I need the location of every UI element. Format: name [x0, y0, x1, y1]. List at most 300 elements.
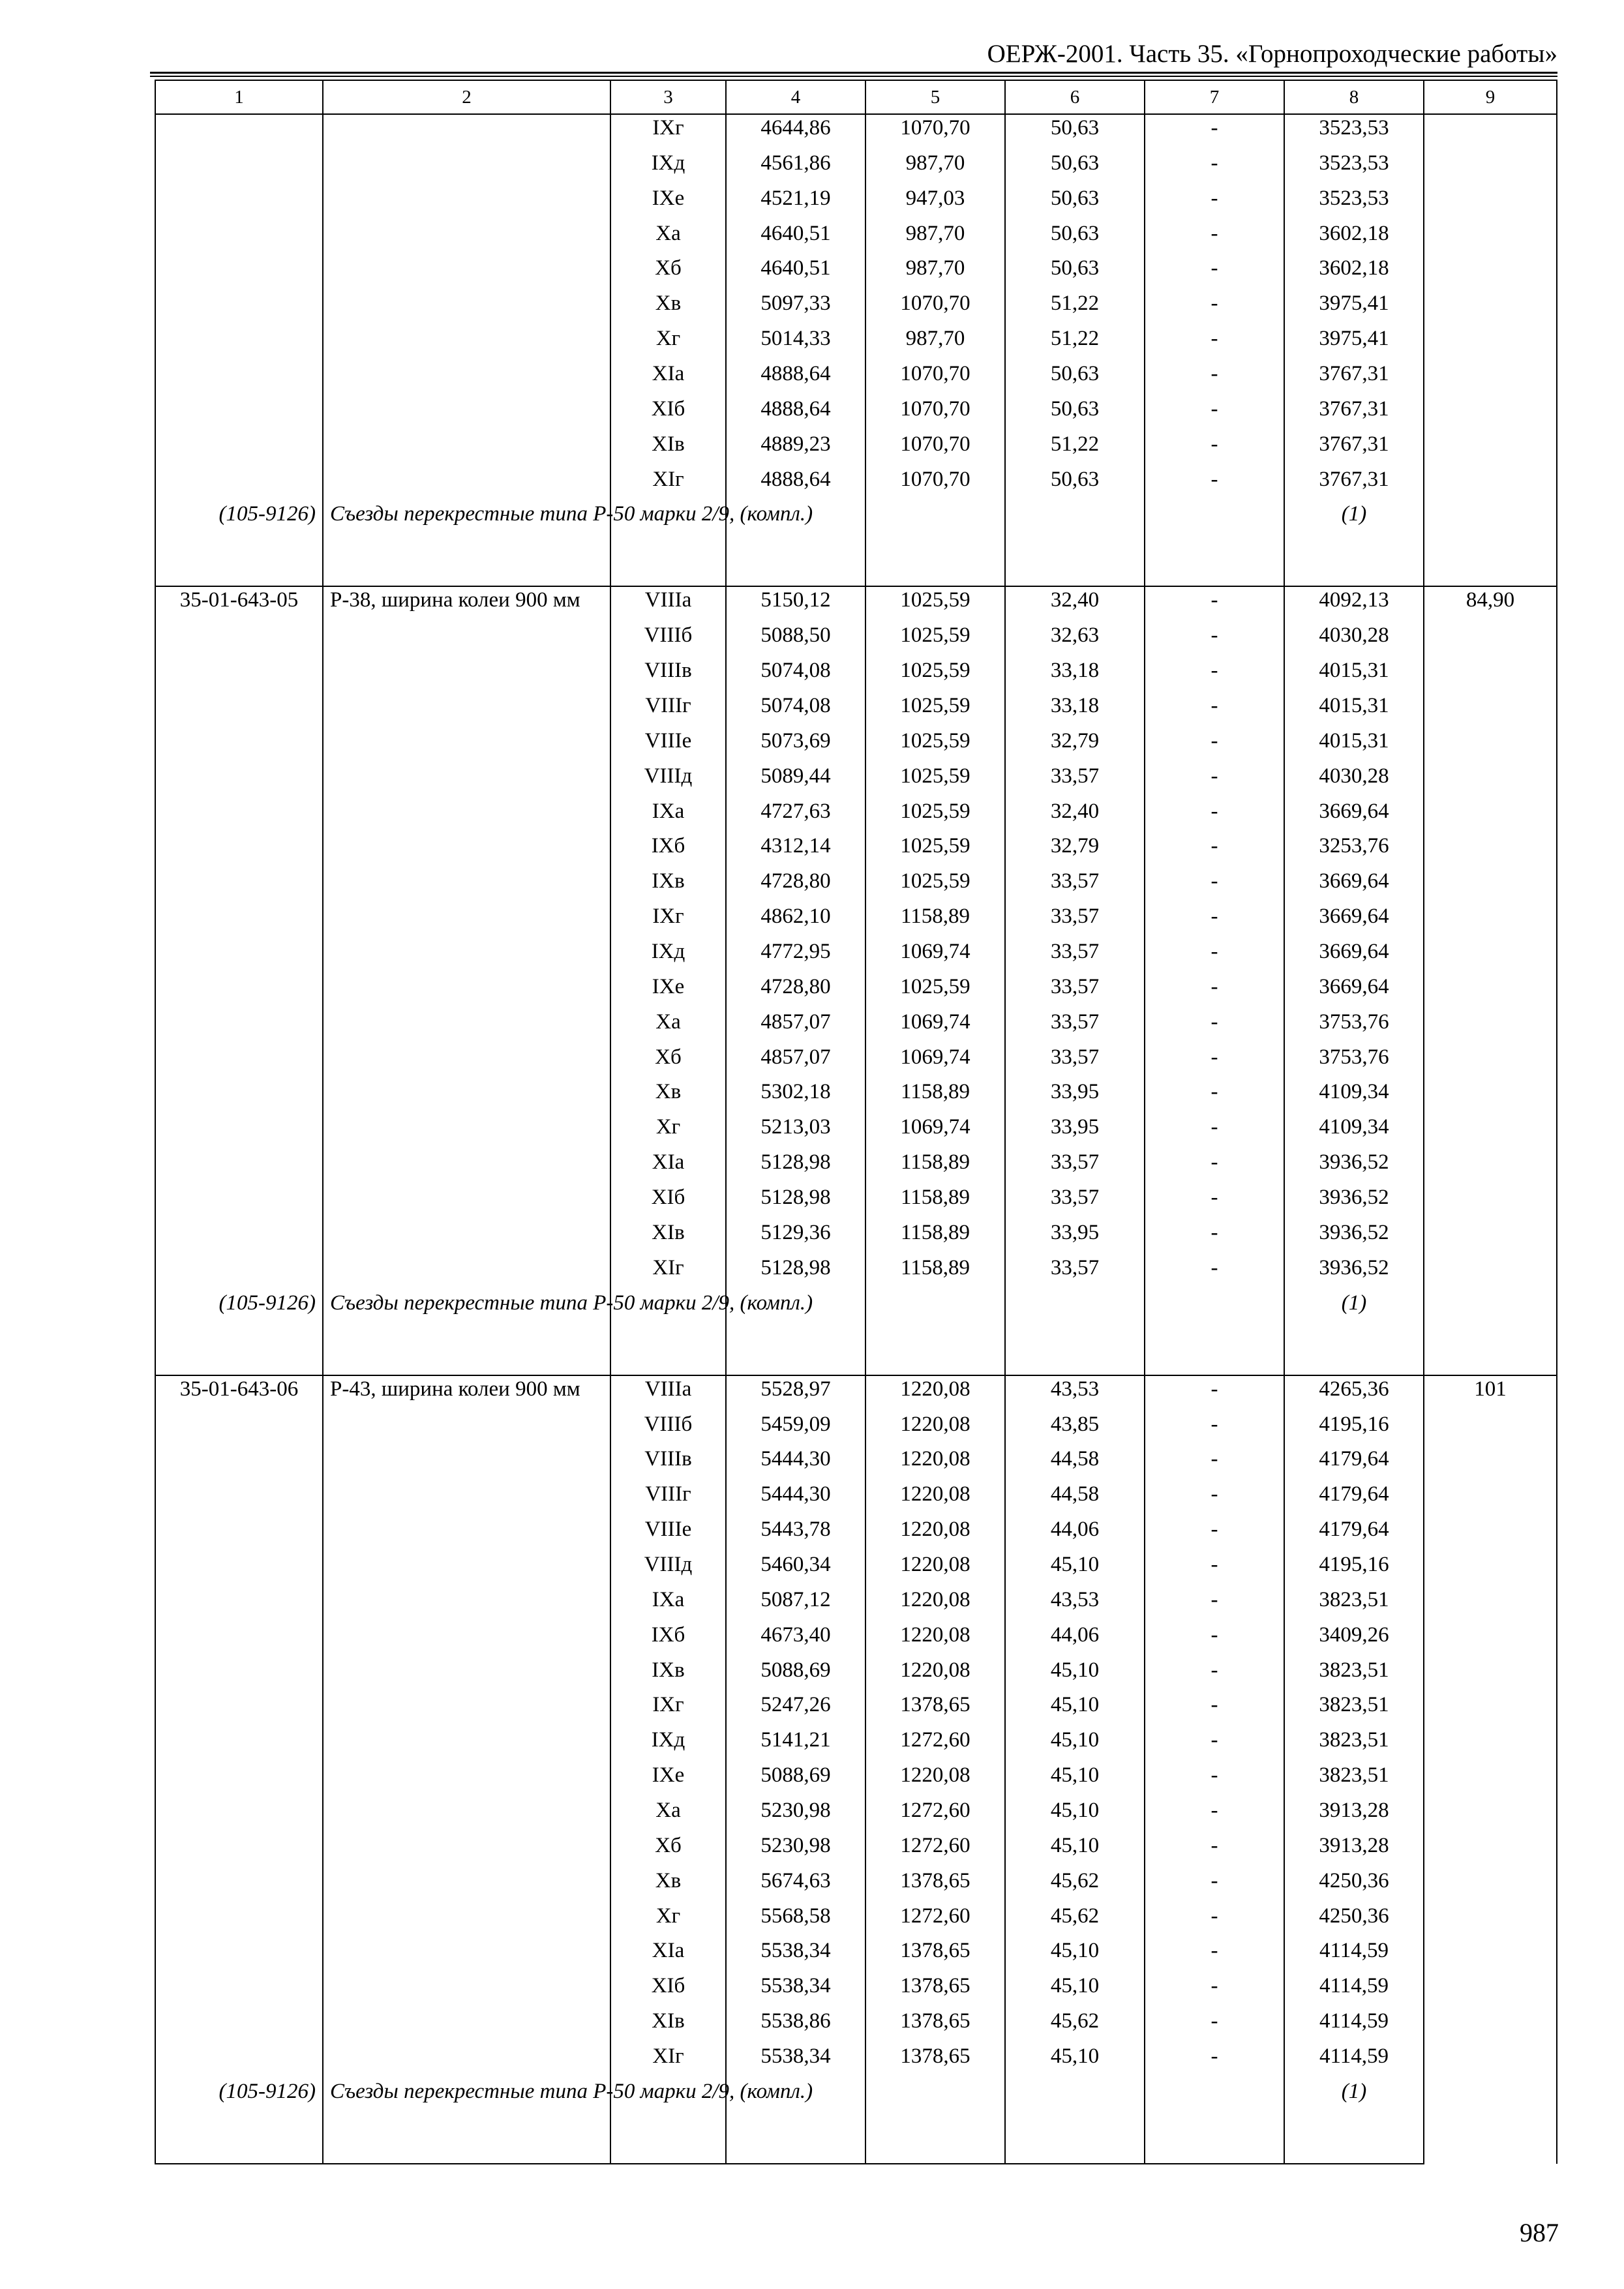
cell-col7: - [1145, 868, 1284, 903]
table-body [155, 80, 1557, 2164]
cell-col5: 1069,74 [865, 1009, 1005, 1044]
cell-col6: 50,63 [1005, 396, 1145, 431]
cell-col6: 45,10 [1005, 1551, 1145, 1587]
cell-col4: 4312,14 [726, 833, 865, 868]
cell-col8: 3669,64 [1284, 903, 1424, 938]
cell-col5: 1272,60 [865, 1797, 1005, 1833]
row-grade: IXд [610, 150, 726, 185]
cell-col8: 3523,53 [1284, 185, 1424, 220]
cell-col5: 1070,70 [865, 114, 1005, 150]
cell-col5: 1025,59 [865, 657, 1005, 693]
cell-col5: 1220,08 [865, 1622, 1005, 1657]
cell-col6: 33,95 [1005, 1079, 1145, 1114]
cell-col6: 43,53 [1005, 1587, 1145, 1622]
cell-col4: 5128,98 [726, 1184, 865, 1219]
column-number-1: 1 [155, 80, 323, 114]
column-number-2: 2 [323, 80, 610, 114]
cell-col7: - [1145, 1516, 1284, 1551]
cell-col5: 1025,59 [865, 833, 1005, 868]
cell-col4: 5302,18 [726, 1079, 865, 1114]
row-grade: XIв [610, 2008, 726, 2043]
cell-col5: 1158,89 [865, 1184, 1005, 1219]
cell-col6: 45,62 [1005, 2008, 1145, 2043]
row-grade: XIа [610, 1149, 726, 1184]
cell-col8: 3913,28 [1284, 1797, 1424, 1833]
row-grade: XIа [610, 1937, 726, 1973]
cell-col7: - [1145, 1797, 1284, 1833]
cell-col4: 5074,08 [726, 657, 865, 693]
row-col9: 101 [1424, 1375, 1557, 2164]
cell-col7: - [1145, 466, 1284, 501]
cell-col8: 4030,28 [1284, 622, 1424, 657]
cell-col4: 5128,98 [726, 1255, 865, 1290]
cell-col7: - [1145, 1184, 1284, 1219]
resource-code: (105-9126) [155, 501, 323, 586]
cell-col6: 33,18 [1005, 693, 1145, 728]
row-col9 [1424, 114, 1557, 586]
cell-col6: 32,79 [1005, 833, 1145, 868]
cell-col8: 3823,51 [1284, 1692, 1424, 1727]
cell-col7: - [1145, 1114, 1284, 1149]
cell-col6: 33,57 [1005, 1009, 1145, 1044]
cell-col7: - [1145, 586, 1284, 622]
resource-name: Съезды перекрестные типа Р-50 марки 2/9, (компл.) [323, 501, 610, 586]
cell-col4: 5087,12 [726, 1587, 865, 1622]
row-grade: VIIIа [610, 1375, 726, 1411]
row-grade: Xб [610, 1833, 726, 1868]
cell-col4: 5213,03 [726, 1114, 865, 1149]
cell-col4: 4862,10 [726, 903, 865, 938]
resource-name: Съезды перекрестные типа Р-50 марки 2/9, (компл.) [323, 1290, 610, 1375]
cell-col8: 4114,59 [1284, 1973, 1424, 2008]
cell-col5: 1158,89 [865, 1219, 1005, 1255]
row-col9: 84,90 [1424, 586, 1557, 1375]
resource-quantity: (1) [1284, 501, 1424, 586]
row-grade: IXа [610, 798, 726, 833]
cell-col6: 33,57 [1005, 1044, 1145, 1079]
cell-col5: 1070,70 [865, 431, 1005, 466]
cell-col6: 50,63 [1005, 150, 1145, 185]
cell-col6: 33,57 [1005, 1184, 1145, 1219]
cell-col8: 3767,31 [1284, 466, 1424, 501]
cell-col8: 4114,59 [1284, 1937, 1424, 1973]
cell-col6: 45,10 [1005, 1692, 1145, 1727]
cell-col6: 44,58 [1005, 1481, 1145, 1516]
cell-col4: 5444,30 [726, 1446, 865, 1481]
row-grade: Xа [610, 220, 726, 256]
cell-col6: 33,57 [1005, 868, 1145, 903]
resource-row [155, 2078, 1557, 2164]
cell-col5: 1070,70 [865, 396, 1005, 431]
resource-row [155, 1290, 1557, 1375]
cell-col6: 32,79 [1005, 728, 1145, 763]
cell-col5: 1378,65 [865, 1868, 1005, 1903]
cell-col4: 5073,69 [726, 728, 865, 763]
cell-col8: 4092,13 [1284, 586, 1424, 622]
cell-col7: - [1145, 622, 1284, 657]
cell-col7: - [1145, 1587, 1284, 1622]
column-number-7: 7 [1145, 80, 1284, 114]
cell-col6: 33,95 [1005, 1219, 1145, 1255]
cell-col7: - [1145, 1657, 1284, 1692]
cell-col4: 5538,34 [726, 2043, 865, 2078]
cell-col4: 5538,86 [726, 2008, 865, 2043]
cell-col6: 32,40 [1005, 586, 1145, 622]
cell-col5: 1378,65 [865, 1937, 1005, 1973]
resource-cell-col6 [1005, 2078, 1145, 2164]
cell-col4: 4673,40 [726, 1622, 865, 1657]
cell-col4: 4640,51 [726, 255, 865, 290]
cell-col8: 4265,36 [1284, 1375, 1424, 1411]
cell-col5: 1158,89 [865, 1079, 1005, 1114]
cell-col5: 1025,59 [865, 868, 1005, 903]
cell-col5: 1025,59 [865, 763, 1005, 798]
cell-col4: 5150,12 [726, 586, 865, 622]
resource-cell-col6 [1005, 501, 1145, 586]
cell-col8: 3523,53 [1284, 114, 1424, 150]
cell-col7: - [1145, 1762, 1284, 1797]
row-grade: XIг [610, 466, 726, 501]
cell-col7: - [1145, 1868, 1284, 1903]
cell-col8: 3523,53 [1284, 150, 1424, 185]
row-grade: XIг [610, 1255, 726, 1290]
cell-col7: - [1145, 1903, 1284, 1938]
cell-col7: - [1145, 185, 1284, 220]
cell-col5: 1378,65 [865, 1973, 1005, 2008]
header-rule [150, 72, 1557, 74]
cell-col6: 44,58 [1005, 1446, 1145, 1481]
cell-col8: 3669,64 [1284, 974, 1424, 1009]
row-grade: XIб [610, 1973, 726, 2008]
cell-col6: 50,63 [1005, 255, 1145, 290]
cell-col7: - [1145, 728, 1284, 763]
row-name: Р-43, ширина колеи 900 мм [323, 1375, 610, 2078]
cell-col7: - [1145, 763, 1284, 798]
cell-col5: 1220,08 [865, 1657, 1005, 1692]
cell-col4: 4727,63 [726, 798, 865, 833]
cell-col4: 5247,26 [726, 1692, 865, 1727]
cell-col5: 987,70 [865, 255, 1005, 290]
cell-col4: 5074,08 [726, 693, 865, 728]
row-grade: XIа [610, 361, 726, 396]
cell-col7: - [1145, 2008, 1284, 2043]
cell-col6: 44,06 [1005, 1516, 1145, 1551]
cell-col6: 50,63 [1005, 114, 1145, 150]
cell-col5: 1069,74 [865, 938, 1005, 974]
cell-col6: 45,10 [1005, 1797, 1145, 1833]
cell-col4: 4561,86 [726, 150, 865, 185]
cell-col5: 1069,74 [865, 1044, 1005, 1079]
cell-col4: 5088,69 [726, 1762, 865, 1797]
cell-col7: - [1145, 903, 1284, 938]
cell-col5: 1220,08 [865, 1587, 1005, 1622]
cell-col7: - [1145, 1692, 1284, 1727]
cell-col8: 3253,76 [1284, 833, 1424, 868]
cell-col4: 4644,86 [726, 114, 865, 150]
cell-col7: - [1145, 1044, 1284, 1079]
row-grade: XIг [610, 2043, 726, 2078]
cell-col7: - [1145, 1255, 1284, 1290]
cell-col5: 1025,59 [865, 586, 1005, 622]
cell-col7: - [1145, 1551, 1284, 1587]
cell-col4: 4857,07 [726, 1009, 865, 1044]
row-grade: IXе [610, 1762, 726, 1797]
cell-col8: 3753,76 [1284, 1044, 1424, 1079]
row-grade: XIв [610, 1219, 726, 1255]
cell-col7: - [1145, 325, 1284, 361]
cell-col5: 1069,74 [865, 1114, 1005, 1149]
cell-col4: 5230,98 [726, 1797, 865, 1833]
cell-col5: 1378,65 [865, 2043, 1005, 2078]
cell-col8: 4114,59 [1284, 2008, 1424, 2043]
resource-cell-col7 [1145, 2078, 1284, 2164]
cell-col7: - [1145, 657, 1284, 693]
cell-col6: 33,95 [1005, 1114, 1145, 1149]
cell-col5: 987,70 [865, 325, 1005, 361]
row-grade: VIIIб [610, 622, 726, 657]
table-row [155, 586, 1557, 622]
cell-col5: 1220,08 [865, 1411, 1005, 1446]
cell-col8: 4179,64 [1284, 1481, 1424, 1516]
row-grade: Xб [610, 255, 726, 290]
cell-col5: 1378,65 [865, 1692, 1005, 1727]
cell-col8: 4015,31 [1284, 728, 1424, 763]
column-number-row [155, 80, 1557, 114]
cell-col8: 3975,41 [1284, 290, 1424, 325]
cell-col7: - [1145, 114, 1284, 150]
rates-table [155, 80, 1557, 2164]
row-grade: IXг [610, 114, 726, 150]
cell-col5: 1158,89 [865, 1255, 1005, 1290]
cell-col8: 3823,51 [1284, 1657, 1424, 1692]
cell-col5: 1378,65 [865, 2008, 1005, 2043]
cell-col6: 50,63 [1005, 466, 1145, 501]
cell-col6: 45,10 [1005, 1762, 1145, 1797]
cell-col8: 4195,16 [1284, 1411, 1424, 1446]
row-grade: Xв [610, 1079, 726, 1114]
row-grade: Xг [610, 1903, 726, 1938]
cell-col5: 1220,08 [865, 1551, 1005, 1587]
column-number-4: 4 [726, 80, 865, 114]
row-grade: IXд [610, 1727, 726, 1762]
cell-col6: 50,63 [1005, 220, 1145, 256]
cell-col7: - [1145, 2043, 1284, 2078]
cell-col5: 1272,60 [865, 1833, 1005, 1868]
cell-col7: - [1145, 798, 1284, 833]
row-grade: Xб [610, 1044, 726, 1079]
cell-col4: 5443,78 [726, 1516, 865, 1551]
cell-col8: 3913,28 [1284, 1833, 1424, 1868]
cell-col6: 33,18 [1005, 657, 1145, 693]
row-name [323, 114, 610, 501]
cell-col6: 32,40 [1005, 798, 1145, 833]
cell-col6: 50,63 [1005, 185, 1145, 220]
cell-col4: 4728,80 [726, 974, 865, 1009]
cell-col4: 5568,58 [726, 1903, 865, 1938]
row-grade: XIб [610, 396, 726, 431]
cell-col6: 45,62 [1005, 1868, 1145, 1903]
cell-col6: 45,10 [1005, 1657, 1145, 1692]
cell-col7: - [1145, 1411, 1284, 1446]
row-grade: VIIIд [610, 1551, 726, 1587]
cell-col6: 45,10 [1005, 1833, 1145, 1868]
resource-cell-col5 [865, 2078, 1005, 2164]
cell-col4: 5674,63 [726, 1868, 865, 1903]
cell-col8: 4195,16 [1284, 1551, 1424, 1587]
cell-col8: 4179,64 [1284, 1516, 1424, 1551]
cell-col6: 33,57 [1005, 763, 1145, 798]
cell-col5: 1025,59 [865, 974, 1005, 1009]
cell-col5: 1220,08 [865, 1516, 1005, 1551]
cell-col7: - [1145, 431, 1284, 466]
cell-col5: 1272,60 [865, 1727, 1005, 1762]
cell-col6: 51,22 [1005, 431, 1145, 466]
cell-col7: - [1145, 255, 1284, 290]
row-code [155, 114, 323, 501]
cell-col7: - [1145, 1727, 1284, 1762]
cell-col7: - [1145, 1481, 1284, 1516]
resource-code: (105-9126) [155, 1290, 323, 1375]
cell-col8: 3409,26 [1284, 1622, 1424, 1657]
cell-col8: 3669,64 [1284, 798, 1424, 833]
cell-col6: 33,57 [1005, 1149, 1145, 1184]
row-grade: IXд [610, 938, 726, 974]
column-number-3: 3 [610, 80, 726, 114]
cell-col8: 4250,36 [1284, 1868, 1424, 1903]
row-grade: IXв [610, 1657, 726, 1692]
cell-col7: - [1145, 1149, 1284, 1184]
cell-col6: 33,57 [1005, 903, 1145, 938]
column-number-5: 5 [865, 80, 1005, 114]
cell-col8: 3602,18 [1284, 220, 1424, 256]
cell-col5: 1025,59 [865, 798, 1005, 833]
resource-quantity: (1) [1284, 1290, 1424, 1375]
cell-col4: 4640,51 [726, 220, 865, 256]
cell-col7: - [1145, 1622, 1284, 1657]
row-grade: IXа [610, 1587, 726, 1622]
cell-col5: 1220,08 [865, 1375, 1005, 1411]
header-rule-thin [150, 76, 1557, 77]
resource-row [155, 501, 1557, 586]
cell-col6: 32,63 [1005, 622, 1145, 657]
cell-col8: 3669,64 [1284, 868, 1424, 903]
resource-cell-col7 [1145, 1290, 1284, 1375]
cell-col6: 45,10 [1005, 1973, 1145, 2008]
cell-col4: 5129,36 [726, 1219, 865, 1255]
cell-col4: 5014,33 [726, 325, 865, 361]
cell-col8: 3767,31 [1284, 361, 1424, 396]
resource-quantity: (1) [1284, 2078, 1424, 2164]
cell-col8: 4109,34 [1284, 1114, 1424, 1149]
resource-cell-col6 [1005, 1290, 1145, 1375]
cell-col7: - [1145, 361, 1284, 396]
cell-col5: 1025,59 [865, 728, 1005, 763]
row-grade: VIIIг [610, 1481, 726, 1516]
cell-col6: 43,85 [1005, 1411, 1145, 1446]
cell-col7: - [1145, 1219, 1284, 1255]
row-grade: VIIIв [610, 1446, 726, 1481]
cell-col8: 3669,64 [1284, 938, 1424, 974]
cell-col5: 1158,89 [865, 903, 1005, 938]
cell-col5: 1025,59 [865, 693, 1005, 728]
cell-col6: 51,22 [1005, 290, 1145, 325]
table-row [155, 1375, 1557, 1411]
cell-col7: - [1145, 1375, 1284, 1411]
cell-col8: 4250,36 [1284, 1903, 1424, 1938]
cell-col4: 4728,80 [726, 868, 865, 903]
cell-col8: 3936,52 [1284, 1219, 1424, 1255]
row-code: 35-01-643-05 [155, 586, 323, 1289]
cell-col6: 33,57 [1005, 938, 1145, 974]
cell-col4: 4857,07 [726, 1044, 865, 1079]
cell-col8: 3823,51 [1284, 1762, 1424, 1797]
resource-cell-col5 [865, 1290, 1005, 1375]
cell-col6: 33,57 [1005, 1255, 1145, 1290]
row-grade: IXе [610, 974, 726, 1009]
cell-col5: 1220,08 [865, 1762, 1005, 1797]
cell-col6: 45,10 [1005, 2043, 1145, 2078]
row-grade: VIIIа [610, 586, 726, 622]
row-grade: VIIIг [610, 693, 726, 728]
row-name: Р-38, ширина колеи 900 мм [323, 586, 610, 1289]
cell-col7: - [1145, 833, 1284, 868]
cell-col7: - [1145, 1079, 1284, 1114]
cell-col5: 1272,60 [865, 1903, 1005, 1938]
cell-col5: 1220,08 [865, 1446, 1005, 1481]
cell-col5: 1158,89 [865, 1149, 1005, 1184]
resource-name: Съезды перекрестные типа Р-50 марки 2/9, (компл.) [323, 2078, 610, 2164]
cell-col4: 5444,30 [726, 1481, 865, 1516]
cell-col4: 5128,98 [726, 1149, 865, 1184]
cell-col8: 4015,31 [1284, 693, 1424, 728]
cell-col7: - [1145, 290, 1284, 325]
row-grade: VIIIд [610, 763, 726, 798]
cell-col7: - [1145, 150, 1284, 185]
row-grade: Xв [610, 1868, 726, 1903]
cell-col8: 3602,18 [1284, 255, 1424, 290]
cell-col7: - [1145, 1009, 1284, 1044]
row-grade: XIб [610, 1184, 726, 1219]
cell-col4: 4888,64 [726, 396, 865, 431]
row-grade: IXб [610, 1622, 726, 1657]
cell-col7: - [1145, 938, 1284, 974]
cell-col4: 4521,19 [726, 185, 865, 220]
cell-col4: 5089,44 [726, 763, 865, 798]
cell-col8: 3823,51 [1284, 1587, 1424, 1622]
table-row [155, 114, 1557, 150]
cell-col7: - [1145, 220, 1284, 256]
cell-col7: - [1145, 1937, 1284, 1973]
row-grade: Xа [610, 1797, 726, 1833]
resource-cell-col5 [865, 501, 1005, 586]
cell-col7: - [1145, 974, 1284, 1009]
cell-col5: 987,70 [865, 220, 1005, 256]
cell-col8: 4114,59 [1284, 2043, 1424, 2078]
cell-col4: 5528,97 [726, 1375, 865, 1411]
column-number-8: 8 [1284, 80, 1424, 114]
cell-col6: 44,06 [1005, 1622, 1145, 1657]
row-grade: VIIIе [610, 728, 726, 763]
row-grade: VIIIе [610, 1516, 726, 1551]
page-number: 987 [1520, 2218, 1559, 2247]
cell-col4: 5088,69 [726, 1657, 865, 1692]
cell-col4: 5230,98 [726, 1833, 865, 1868]
row-grade: Xв [610, 290, 726, 325]
row-grade: Xа [610, 1009, 726, 1044]
row-grade: IXг [610, 1692, 726, 1727]
cell-col8: 4015,31 [1284, 657, 1424, 693]
cell-col4: 5460,34 [726, 1551, 865, 1587]
